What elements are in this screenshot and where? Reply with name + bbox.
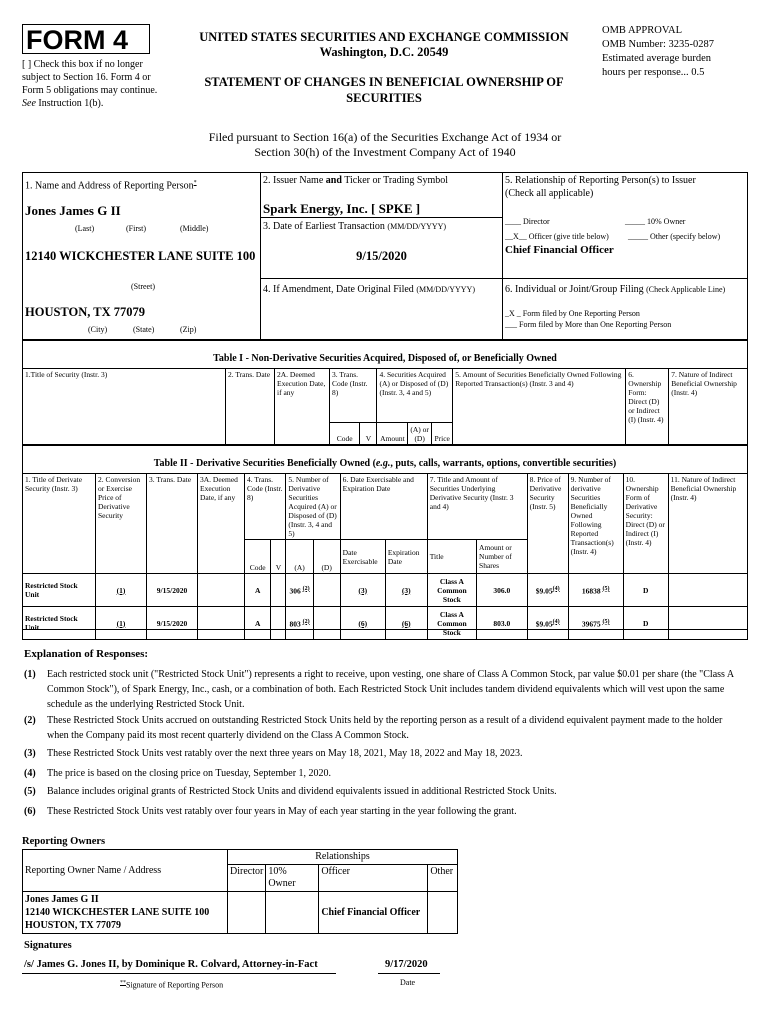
t2-col-title: 1. Title of Derivate Security (Instr. 3): [23, 474, 96, 574]
agency: UNITED STATES SECURITIES AND EXCHANGE COMMISSION: [199, 30, 569, 44]
t2-security: Restricted Stock Unit: [23, 607, 96, 640]
owners-col-officer: Officer: [319, 865, 428, 892]
filing-option-2: ___ Form filed by More than One Reporting Person: [505, 320, 672, 329]
fn-num: (2): [24, 715, 36, 726]
signer: /s/ James G. Jones II, by Dominique R. Colvard, Attorney-in-Fact: [24, 959, 318, 970]
owners-col-ten-pct: 10% Owner: [266, 865, 319, 892]
table-row: [23, 574, 748, 607]
owners-table: [22, 849, 458, 934]
t2-amount: 306.0: [477, 574, 528, 607]
fn-text: The price is based on the closing price on Tuesday, September 1, 2020.: [47, 768, 332, 779]
t2-col-deemed: 3A. Deemed Execution Date, if any: [198, 474, 245, 574]
owner-officer: Chief Financial Officer: [319, 892, 428, 934]
t2-code: A: [245, 574, 271, 607]
t2-exp: (6): [385, 607, 427, 640]
reporter-name: Jones James G II: [25, 203, 121, 218]
agency-location: Washington, D.C. 20549: [319, 45, 449, 59]
table-row: [23, 892, 458, 934]
t1-col-date: 2. Trans. Date: [226, 369, 275, 445]
box1-label: 1. Name and Address of Reporting Person*: [25, 180, 197, 192]
signature-date: 9/17/2020: [385, 959, 428, 970]
t2-col-number: 5. Number of Derivative Securities Acquired (A) or Disposed of (D) (Instr. 3, 4 and 5): [286, 474, 340, 540]
table-row: [23, 607, 748, 640]
t2-date: 9/15/2020: [147, 607, 198, 640]
officer-title: Chief Financial Officer: [505, 244, 614, 256]
t2-title: Class A Common Stock: [427, 574, 476, 607]
filing-option-1: _X _ Form filed by One Reporting Person: [505, 309, 640, 318]
t2-conv: (1): [96, 574, 147, 607]
t1-sub-amount: Amount: [377, 423, 408, 445]
label-middle: (Middle): [180, 224, 209, 233]
date-label: Date: [400, 978, 416, 987]
t2-conv: (1): [96, 607, 147, 640]
t1-col-nature: 7. Nature of Indirect Beneficial Ownership (Instr. 4): [669, 369, 748, 445]
t2-ex: (6): [340, 607, 385, 640]
t2-amount: 803.0: [477, 607, 528, 640]
box2-label: 2. Issuer Name and Ticker or Trading Symbol: [263, 175, 449, 186]
t1-col-ownership: 6. Ownership Form: Direct (D) or Indirect (I) (Instr. 4): [626, 369, 669, 445]
t2-date: 9/15/2020: [147, 574, 198, 607]
t1-sub-v: V: [360, 423, 377, 445]
t2-col-code: 4. Trans. Code (Instr. 8): [245, 474, 286, 540]
t1-col-title: 1.Title of Security (Instr. 3): [23, 369, 226, 445]
fn-num: (5): [24, 786, 36, 797]
t1-col-code: 3. Trans. Code (Instr. 8): [330, 369, 377, 423]
box5-label: 5. Relationship of Reporting Person(s) to Issuer (Check all applicable): [505, 175, 696, 199]
t2-a: 306 $^{(2)}$: [286, 574, 313, 607]
t2-col-conversion: 2. Conversion or Exercise Price of Derivative Security: [96, 474, 147, 574]
label-first: (First): [126, 224, 146, 233]
table1-title: Table I - Non-Derivative Securities Acquired, Disposed of, or Beneficially Owned: [213, 353, 557, 364]
t2-form: D: [623, 574, 668, 607]
t2-col-exercisable: 6. Date Exercisable and Expiration Date: [340, 474, 427, 540]
reporter-street: 12140 WICKCHESTER LANE SUITE 100: [25, 249, 256, 263]
t1-col-acquired: 4. Securities Acquired (A) or Disposed of (D) (Instr. 3, 4 and 5): [377, 369, 453, 423]
signatures-title: Signatures: [24, 940, 72, 951]
checkbox-note: [ ] Check this box if no longer subject to Section 16. Form 4 or Form 5 obligations may continue. See Instruction 1(b).: [22, 59, 158, 109]
fn-num: (3): [24, 748, 36, 759]
fn-num: (1): [24, 669, 36, 680]
label-state: (State): [133, 325, 155, 334]
t2-exp: (3): [385, 574, 427, 607]
fn-num: (4): [24, 768, 36, 779]
fn-num: (6): [24, 806, 36, 817]
label-zip: (Zip): [180, 325, 197, 334]
t2-sub-amt: Amount or Number of Shares: [477, 540, 528, 574]
fn-text: These Restricted Stock Units vest ratably over the next three years on May 18, 2021, May 18, 2022 and May 18, 2023.: [47, 748, 523, 759]
relationship-other: _____ Other (specify below): [628, 232, 721, 241]
form-title: FORM 4: [22, 24, 150, 54]
explanation-title: Explanation of Responses:: [24, 648, 149, 660]
t2-code: A: [245, 607, 271, 640]
signature-label: **Signature of Reporting Person: [120, 980, 224, 990]
fn-text: These Restricted Stock Units accrued on outstanding Restricted Stock Units held by the reporting person as a result of a dividend equivalent payment made to the holder when the Company paid its most recent quarterly dividend on the Class A Common Stock.: [47, 715, 723, 741]
t2-col-date: 3. Trans. Date: [147, 474, 198, 574]
relationship-officer: __X__ Officer (give title below): [505, 232, 609, 241]
t1-col-deemed: 2A. Deemed Execution Date, if any: [275, 369, 330, 445]
owners-col-other: Other: [428, 865, 458, 892]
box3-label: 3. Date of Earliest Transaction (MM/DD/YYYY): [263, 221, 447, 232]
t2-col-underlying: 7. Title and Amount of Securities Underlying Derivative Security (Instr. 3 and 4): [427, 474, 527, 540]
relationship-ten-pct: _____ 10% Owner: [625, 217, 686, 226]
box4-label: 4. If Amendment, Date Original Filed (MM/DD/YYYY): [263, 284, 475, 295]
t2-title: Class A Common Stock: [427, 607, 476, 640]
issuer-name: Spark Energy, Inc. [ SPKE ]: [263, 201, 421, 216]
statement-title-2: SECURITIES: [346, 91, 422, 105]
reporter-city: HOUSTON, TX 77079: [25, 305, 146, 319]
t2-a: 803 $^{(2)}$: [286, 607, 313, 640]
owners-col-name: Reporting Owner Name / Address: [23, 850, 228, 892]
t2-sub-d: (D): [313, 540, 340, 574]
omb-approval: OMB APPROVAL OMB Number: 3235-0287 Estimated average burden hours per response... 0.5: [602, 25, 714, 78]
owner-address: Jones James G II 12140 WICKCHESTER LANE SUITE 100 HOUSTON, TX 77079: [23, 892, 228, 934]
table2: [22, 473, 748, 640]
t2-owned: 39675 $^{(5)}$: [568, 607, 623, 640]
t1-sub-code: Code: [330, 423, 360, 445]
t1-col-amount: 5. Amount of Securities Beneficially Owned Following Reported Transaction(s) (Instr. 3 and 4): [453, 369, 626, 445]
t2-security: Restricted Stock Unit: [23, 574, 96, 607]
t2-col-form: 10. Ownership Form of Derivative Security: Direct (D) or Indirect (I) (Instr. 4): [623, 474, 668, 574]
t2-col-price: 8. Price of Derivative Security (Instr. 5): [527, 474, 568, 574]
t2-sub-title: Title: [427, 540, 476, 574]
t2-price: $9.05$^{(4)}$: [527, 574, 568, 607]
t2-col-owned: 9. Number of derivative Securities Beneficially Owned Following Reported Transaction(s) (Instr. 4): [568, 474, 623, 574]
table1: [22, 368, 748, 445]
fn-text: These Restricted Stock Units vest ratably over four years in May of each year starting in the year following the grant.: [47, 806, 517, 817]
t2-price: $9.05$^{(4)}$: [527, 607, 568, 640]
table2-title: Table II - Derivative Securities Beneficially Owned (e.g., puts, calls, warrants, options, convertible securities): [153, 458, 617, 469]
statement-title-1: STATEMENT OF CHANGES IN BENEFICIAL OWNERSHIP OF: [204, 75, 564, 89]
relationship-director: ____ Director: [505, 217, 550, 226]
t2-ex: (3): [340, 574, 385, 607]
t2-form: D: [623, 607, 668, 640]
t2-sub-v: V: [271, 540, 286, 574]
earliest-date: 9/15/2020: [356, 249, 407, 263]
t2-sub-date-ex: Date Exercisable: [340, 540, 385, 574]
owners-col-relationships: Relationships: [228, 850, 458, 865]
t2-col-nature: 11. Nature of Indirect Beneficial Ownership (Instr. 4): [668, 474, 747, 574]
t2-sub-exp: Expiration Date: [385, 540, 427, 574]
t1-sub-price: Price: [432, 423, 453, 445]
t2-owned: 16838 $^{(5)}$: [568, 574, 623, 607]
owners-title: Reporting Owners: [22, 836, 106, 847]
label-last: (Last): [75, 224, 95, 233]
filed-pursuant: Filed pursuant to Section 16(a) of the Securities Exchange Act of 1934 or Section 30(h) of the Investment Company Act of 1940: [208, 130, 562, 159]
fn-text: Each restricted stock unit ("Restricted Stock Unit") represents a right to receive, upon vesting, one share of Class A Common Stock, par value $0.01 per share (the "Class A Common Stock"), of Spark Energy, Inc., cash, or a combination of both. Each Restricted Stock Unit includes tandem dividend equivalents which will vest upon the same schedule as the underlying Restricted Stock Unit.: [47, 669, 734, 710]
label-city: (City): [88, 325, 108, 334]
box6-label: 6. Individual or Joint/Group Filing (Check Applicable Line): [505, 284, 726, 295]
t2-sub-a: (A): [286, 540, 313, 574]
label-street: (Street): [131, 282, 155, 291]
t1-sub-aord: (A) or (D): [408, 423, 432, 445]
owners-col-director: Director: [228, 865, 266, 892]
t2-sub-code: Code: [245, 540, 271, 574]
fn-text: Balance includes original grants of Restricted Stock Units and dividend equivalents issued in additional Restricted Stock Units.: [47, 786, 557, 797]
